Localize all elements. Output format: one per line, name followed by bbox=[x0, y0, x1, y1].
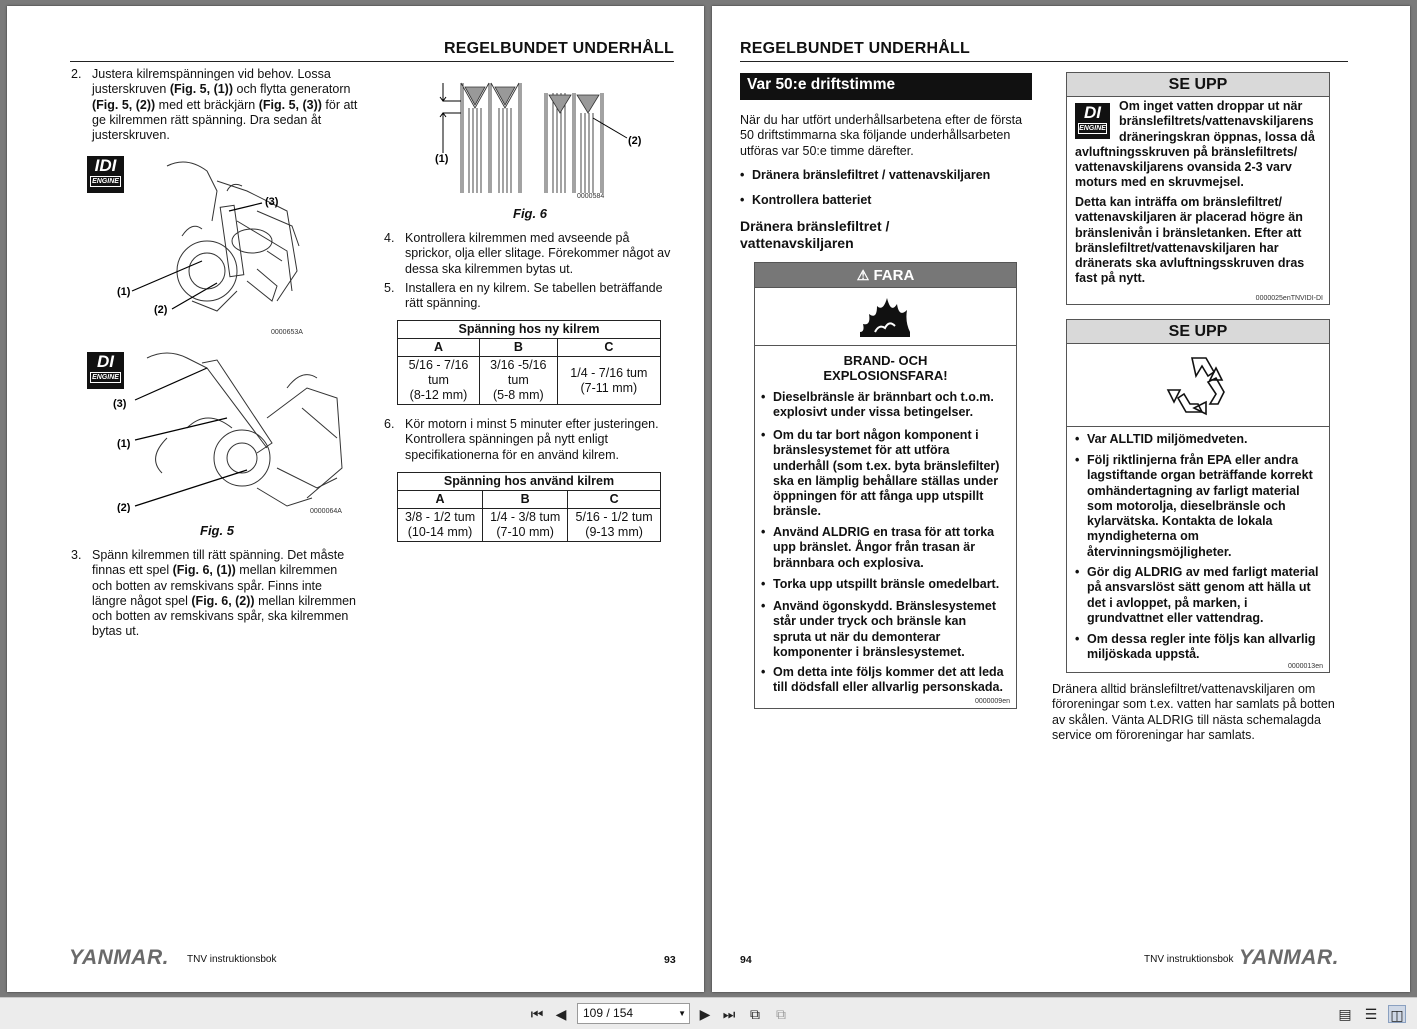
next-page-icon[interactable]: ▶ bbox=[699, 1006, 711, 1022]
column-header: C bbox=[568, 491, 661, 509]
di-engine-badge: DI ENGINE bbox=[1075, 103, 1110, 139]
box-code: 0000025enTNVIDI-DI bbox=[1255, 295, 1323, 302]
list-item: • Följ riktlinjerna från EPA eller andra lagstiftande organ beträffande korrekt omhändertagning av farligt material som motorolja, dieselbränsle och kylarvätska. Kontakta de lokala myndigheterna om återvinningsmöjligheter. bbox=[1075, 453, 1313, 559]
recycle-icon bbox=[1067, 344, 1329, 427]
column-header: B bbox=[479, 339, 557, 357]
header-rule bbox=[740, 61, 1348, 62]
table-cell: 1/4 - 3/8 tum (7-10 mm) bbox=[483, 509, 568, 542]
list-item: • Kontrollera batteriet bbox=[740, 193, 872, 207]
step-3-text: Spänn kilremmen till rätt spänning. Det måste finnas ett spel (Fig. 6, (1)) mellan kilremmen och botten av remskivans spår. Finns inte längre något spel (Fig. 6, (2)) mellan kilremmen och botten av remskivans spår, ska kilremmen bytas ut. bbox=[92, 548, 357, 639]
fig5-callout-2: (2) bbox=[154, 304, 168, 316]
fig5-callout-1: (1) bbox=[117, 286, 131, 298]
book-title: TNV instruktionsbok bbox=[187, 954, 277, 965]
page-header: REGELBUNDET UNDERHÅLL bbox=[740, 40, 970, 57]
header-rule bbox=[70, 61, 674, 62]
list-item: • Om du tar bort någon komponent i bränslesystemet för att utföra underhåll (som t.ex. byta bränslefilter) ska en lämplig behållare ställas under öppningen för att fånga upp utspillt bränsle. bbox=[761, 428, 1000, 519]
column-header: B bbox=[483, 491, 568, 509]
page-selector[interactable]: 109 / 154 ▼ bbox=[577, 1003, 690, 1024]
danger-title: ⚠ FARA bbox=[755, 263, 1016, 288]
step-number: 3. bbox=[71, 548, 82, 562]
list-item: • Om dessa regler inte följs kan allvarlig miljöskada uppstå. bbox=[1075, 632, 1316, 662]
closing-text: Dränera alltid bränslefiltret/vattenavskiljaren om föroreningar som t.ex. vatten har samlats på botten av skålen. Vänta ALDRIG till nästa schemalagda service om föroreningar har samlats. bbox=[1052, 682, 1335, 742]
caution-title: SE UPP bbox=[1067, 320, 1329, 344]
danger-headline: BRAND- OCH EXPLOSIONSFARA! bbox=[823, 353, 948, 383]
table-new-belt-tension bbox=[397, 320, 661, 405]
subheading: Dränera bränslefiltret / vattenavskiljaren bbox=[740, 218, 890, 251]
di-engine-badge: DI ENGINE bbox=[87, 352, 124, 389]
fig6-callout-1: (1) bbox=[435, 153, 449, 165]
caution-title: SE UPP bbox=[1067, 73, 1329, 97]
table-used-belt-tension bbox=[397, 472, 661, 542]
list-item: • Dränera bränslefiltret / vattenavskiljaren bbox=[740, 168, 991, 182]
fig6-callout-2: (2) bbox=[628, 135, 642, 147]
list-item: • Var ALLTID miljömedveten. bbox=[1075, 432, 1248, 446]
idi-engine-badge: IDI ENGINE bbox=[87, 156, 124, 193]
book-title: TNV instruktionsbok bbox=[1144, 954, 1234, 965]
step-6-text: Kör motorn i minst 5 minuter efter justeringen. Kontrollera spänningen på nytt enligt specifikationerna för en använd kilrem. bbox=[405, 417, 659, 462]
box-code: 0000009en bbox=[974, 698, 1010, 705]
column-header: C bbox=[557, 339, 660, 357]
last-page-icon[interactable]: ⏭ bbox=[722, 1006, 736, 1022]
caution-paragraph-1: Om inget vatten droppar ut när bränslefiltrets/vattenavskiljarens dräneringskran öppnas, lossa då avluftningsskruven på bränslefiltrets/ vattenavskiljarens ovansida 2-3 varv moturs med en skruvmejsel. bbox=[1075, 99, 1315, 190]
step-2-text: Justera kilremspänningen vid behov. Lossa justerskruven (Fig. 5, (1)) och flytta generatorn (Fig. 5, (2)) med ett bräckjärn (Fig. 5, (3)) för att ge kilremmen rätt spänning. Dra sedan åt justerskruven. bbox=[92, 67, 358, 143]
fig5-di-callout-3: (3) bbox=[113, 398, 127, 410]
table-row bbox=[398, 509, 661, 542]
list-item: • Använd ALDRIG en trasa för att torka upp bränslet. Ångor från trasan är brännbara och explosiva. bbox=[761, 525, 995, 570]
step-5-text: Installera en ny kilrem. Se tabellen beträffande rätt spänning. bbox=[405, 281, 663, 311]
fig6-belt-diagram bbox=[425, 73, 643, 203]
list-item: • Gör dig ALDRIG av med farligt material på ansvarslöst sätt genom att hälla ut det i avloppet, på marken, i grundvattnet eller vattendrag. bbox=[1075, 565, 1319, 625]
box-code: 0000013en bbox=[1287, 663, 1323, 670]
step-number: 2. bbox=[71, 67, 82, 81]
fig5-idi-illustration bbox=[107, 151, 312, 346]
continuous-view-icon[interactable]: ☰ bbox=[1364, 1006, 1378, 1022]
page-93 bbox=[7, 6, 704, 992]
step-number: 5. bbox=[384, 281, 395, 295]
caution-box-environment bbox=[1066, 319, 1330, 673]
go-back-icon[interactable]: ⧉ bbox=[750, 1006, 760, 1022]
caution-paragraph-2: Detta kan inträffa om bränslefiltret/ vattenavskiljaren är placerad högre än bränslenivån i bränsletanken. Efter att bränslefiltret/vattenavskiljaren har dränerats ska avluftningsskruven dras fast på nytt. bbox=[1075, 195, 1305, 286]
two-page-view-icon[interactable]: ◫ bbox=[1388, 1005, 1406, 1023]
list-item: • Använd ögonskydd. Bränslesystemet står under tryck och bränsle kan spruta ut när du demonterar komponenter i bränslesystemet. bbox=[761, 599, 996, 659]
chevron-down-icon[interactable]: ▼ bbox=[678, 1009, 686, 1018]
intro-text: När du har utfört underhållsarbetena efter de första 50 driftstimmarna ska följande underhållsarbeten utföras var 50:e timme därefter. bbox=[740, 113, 1023, 158]
page-94 bbox=[712, 6, 1410, 992]
step-4-text: Kontrollera kilremmen med avseende på sprickor, olja eller slitage. Förekommer något av dessa ska kilremmen bytas ut. bbox=[405, 231, 671, 276]
yanmar-logo: YANMAR. bbox=[69, 946, 169, 969]
page-number: 94 bbox=[740, 954, 752, 966]
list-item: • Dieselbränsle är brännbart och t.o.m. explosivt under vissa betingelser. bbox=[761, 390, 994, 420]
table-cell: 5/16 - 1/2 tum (9-13 mm) bbox=[568, 509, 661, 542]
fig5-di-callout-1: (1) bbox=[117, 438, 131, 450]
single-page-view-icon[interactable]: ▤ bbox=[1338, 1006, 1352, 1022]
warning-triangle-icon: ⚠ bbox=[856, 267, 870, 283]
table-title: Spänning hos ny kilrem bbox=[398, 321, 661, 339]
fig-code: 0000064A bbox=[310, 508, 342, 515]
page-header: REGELBUNDET UNDERHÅLL bbox=[444, 40, 674, 57]
table-cell: 3/16 -5/16 tum (5-8 mm) bbox=[479, 357, 557, 405]
table-cell: 1/4 - 7/16 tum (7-11 mm) bbox=[557, 357, 660, 405]
previous-page-icon[interactable]: ◀ bbox=[555, 1006, 567, 1022]
go-forward-icon[interactable]: ⧉ bbox=[776, 1006, 786, 1022]
viewer-toolbar bbox=[0, 997, 1417, 1029]
caution-box-di bbox=[1066, 72, 1330, 305]
table-row bbox=[398, 357, 661, 405]
fig5-di-illustration bbox=[107, 348, 352, 513]
fig5-callout-3: (3) bbox=[265, 196, 279, 208]
fig-code: 0000653A bbox=[271, 329, 303, 336]
table-cell: 5/16 - 7/16 tum (8-12 mm) bbox=[398, 357, 480, 405]
danger-box bbox=[754, 262, 1017, 709]
section-title: Var 50:e driftstimme bbox=[740, 73, 1032, 100]
list-item: • Om detta inte följs kommer det att leda till dödsfall eller allvarlig personskada. bbox=[761, 665, 1004, 695]
first-page-icon[interactable]: ⏮ bbox=[530, 1006, 544, 1022]
step-number: 6. bbox=[384, 417, 395, 431]
fig5-caption: Fig. 5 bbox=[200, 523, 234, 538]
fig6-caption: Fig. 6 bbox=[513, 206, 547, 221]
list-item: • Torka upp utspillt bränsle omedelbart. bbox=[761, 577, 1000, 591]
column-header: A bbox=[398, 491, 483, 509]
table-title: Spänning hos använd kilrem bbox=[398, 473, 661, 491]
fire-icon bbox=[755, 288, 1016, 346]
page-number: 93 bbox=[664, 954, 676, 966]
step-number: 4. bbox=[384, 231, 395, 245]
yanmar-logo: YANMAR. bbox=[1239, 946, 1339, 969]
fig5-di-callout-2: (2) bbox=[117, 502, 131, 513]
fig-code: 0000584 bbox=[577, 193, 605, 200]
table-cell: 3/8 - 1/2 tum (10-14 mm) bbox=[398, 509, 483, 542]
column-header: A bbox=[398, 339, 480, 357]
